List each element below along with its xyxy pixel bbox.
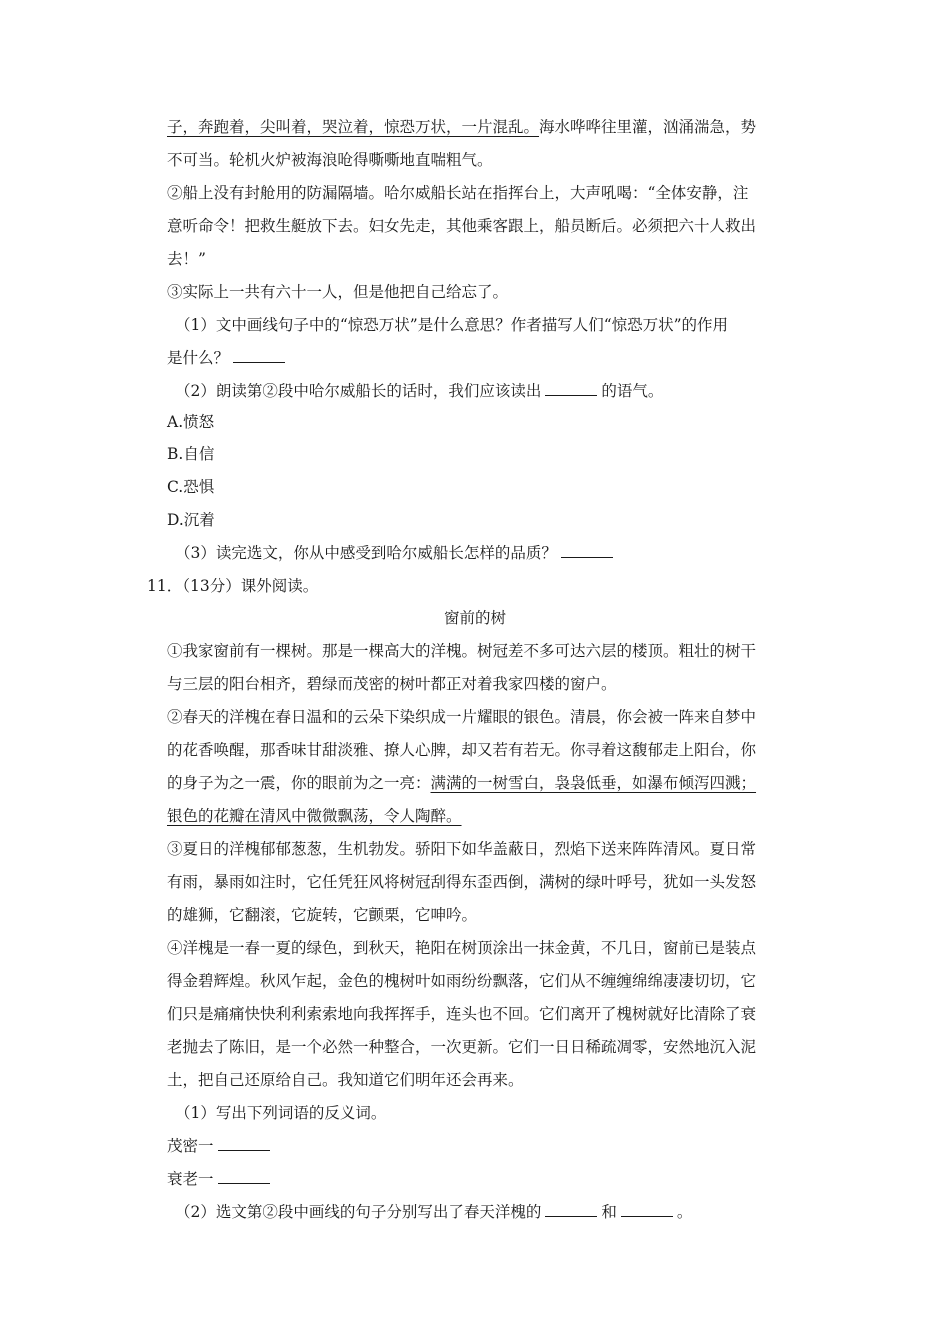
antonym-item (167, 1169, 807, 1189)
passage-text: 的身子为之一震，你的眼前为之一亮： (167, 774, 431, 792)
underlined-sentence: 银色的花瓣在清风中微微飘荡，令人陶醉。 (167, 807, 462, 825)
passage-line (167, 806, 807, 826)
word-label: 茂密一 (167, 1137, 214, 1155)
passage-line: ③夏日的洋槐郁郁葱葱，生机勃发。骄阳下如华盖蔽日，烈焰下送来阵阵清风。夏日常 (167, 840, 757, 858)
passage-line: 的雄狮，它翻滚，它旋转，它颤栗，它呻吟。 (167, 906, 478, 924)
question-11-2 (175, 1202, 815, 1222)
answer-blank[interactable] (545, 1202, 597, 1217)
answer-blank[interactable] (233, 348, 285, 363)
question-text: （3）读完选文，你从中感受到哈尔威船长怎样的品质？ (175, 544, 557, 562)
question-text: 。 (676, 1203, 693, 1221)
passage-line: 有雨，暴雨如注时，它任凭狂风将树冠刮得东歪西倒，满树的绿叶呼号，犹如一头发怒 (167, 873, 757, 891)
question-10-1: （1）文中画线句子中的“惊恐万状”是什么意思？作者描写人们“惊恐万状”的作用 (175, 316, 729, 334)
question-text: 是什么？ (167, 349, 230, 367)
passage-line: ④洋槐是一春一夏的绿色，到秋天，艳阳在树顶涂出一抹金黄，不几日，窗前已是装点 (167, 939, 757, 957)
option-b[interactable]: B.自信 (167, 445, 215, 463)
passage-line (167, 117, 807, 137)
option-c[interactable]: C.恐惧 (167, 478, 215, 496)
option-a[interactable]: A.愤怒 (167, 413, 215, 431)
underlined-sentence: 子，奔跑着，尖叫着，哭泣着，惊恐万状，一片混乱。 (167, 118, 540, 136)
answer-blank[interactable] (561, 543, 613, 558)
passage-line: 土，把自己还原给自己。我知道它们明年还会再来。 (167, 1071, 524, 1089)
question-10-1-cont (167, 348, 807, 368)
question-11-header: 11．（13分）课外阅读。 (147, 577, 319, 595)
passage-line: ①我家窗前有一棵树。那是一棵高大的洋槐。树冠差不多可达六层的楼顶。粗壮的树干 (167, 642, 757, 660)
option-d[interactable]: D.沉着 (167, 511, 215, 529)
passage-line: 不可当。轮机火炉被海浪呛得嘶嘶地直喘粗气。 (167, 151, 493, 169)
question-text: （2）选文第②段中画线的句子分别写出了春天洋槐的 (175, 1203, 542, 1221)
passage-line: 得金碧辉煌。秋风乍起，金色的槐树叶如雨纷纷飘落，它们从不缠缠绵绵凄凄切切，它 (167, 972, 757, 990)
passage-line: ②春天的洋槐在春日温和的云朵下染织成一片耀眼的银色。清晨，你会被一阵来自梦中 (167, 708, 757, 726)
passage-text: 海水哗哗往里灌，汹涌湍急，势 (539, 118, 757, 136)
underlined-sentence: 满满的一树雪白，袅袅低垂，如瀑布倾泻四溅； (430, 774, 757, 792)
question-11-1: （1）写出下列词语的反义词。 (175, 1104, 387, 1122)
passage-line: ③实际上一共有六十一人，但是他把自己给忘了。 (167, 283, 509, 301)
antonym-item (167, 1136, 807, 1156)
passage-line: 的花香唤醒，那香味甘甜淡雅、撩人心脾，却又若有若无。你寻着这馥郁走上阳台，你 (167, 741, 757, 759)
answer-blank[interactable] (218, 1169, 270, 1184)
question-text: 的语气。 (601, 382, 664, 400)
question-text: （2）朗读第②段中哈尔威船长的话时，我们应该读出 (175, 382, 542, 400)
passage-line: 意听命令！把救生艇放下去。妇女先走，其他乘客跟上，船员断后。必须把六十人救出 (167, 217, 757, 235)
question-10-3 (175, 543, 815, 563)
question-text: 和 (601, 1203, 617, 1221)
passage-line: 老抛去了陈旧，是一个必然一种整合，一次更新。它们一日日稀疏凋零，安然地沉入泥 (167, 1038, 757, 1056)
word-label: 衰老一 (167, 1170, 214, 1188)
passage-line: ②船上没有封舱用的防漏隔墙。哈尔威船长站在指挥台上，大声吼喝：“全体安静，注 (167, 184, 749, 202)
answer-blank[interactable] (545, 381, 597, 396)
passage-title: 窗前的树 (443, 609, 506, 627)
question-10-2 (175, 381, 815, 401)
passage-line: 与三层的阳台相齐，碧绿而茂密的树叶都正对着我家四楼的窗户。 (167, 675, 617, 693)
passage-line: 们只是痛痛快快利利索索地向我挥挥手，连头也不回。它们离开了槐树就好比清除了衰 (167, 1005, 757, 1023)
passage-line (167, 773, 807, 793)
answer-blank[interactable] (621, 1202, 673, 1217)
answer-blank[interactable] (218, 1136, 270, 1151)
passage-line: 去！” (167, 250, 206, 268)
